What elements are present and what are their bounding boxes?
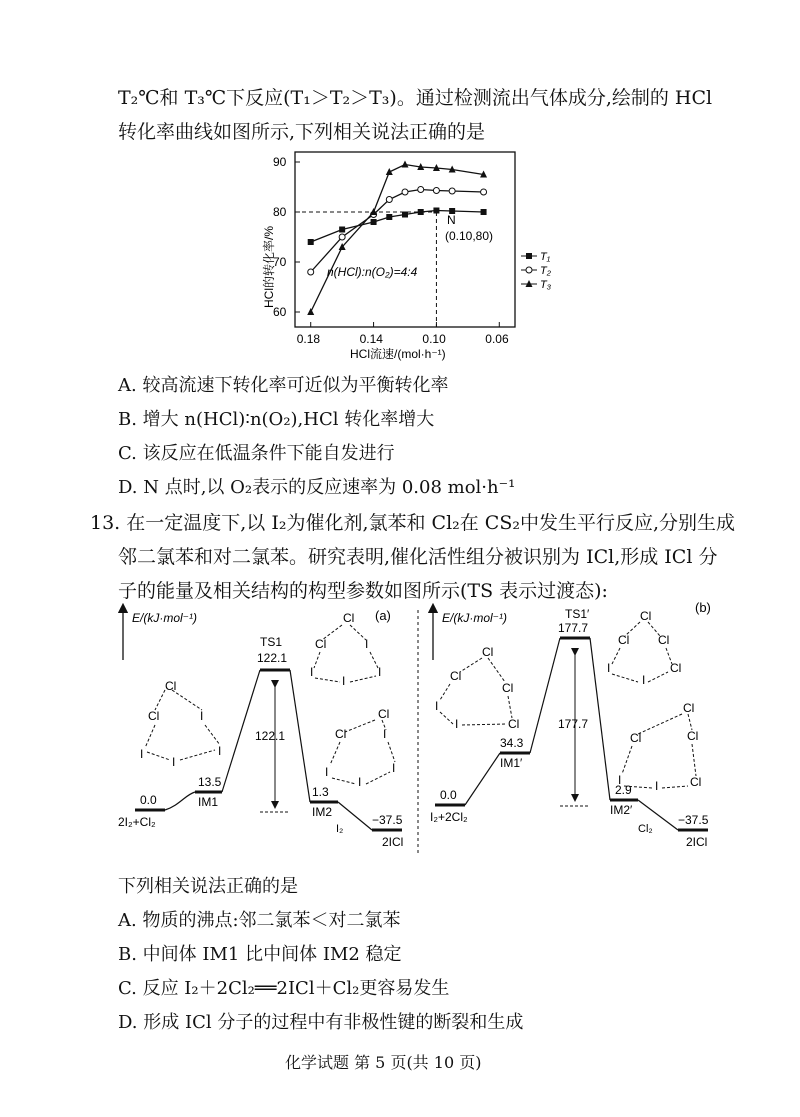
y-axis-label: HCl的转化率/% (262, 225, 276, 308)
svg-text:Cl: Cl (670, 661, 682, 675)
x-tick-label: 0.14 (359, 332, 383, 346)
diagram-b (430, 600, 711, 849)
q12-option-d: D. N 点时,以 O₂表示的反应速率为 0.08 mol·h⁻¹ (118, 477, 516, 498)
svg-text:Cl: Cl (165, 679, 177, 693)
y-tick-label: 70 (273, 255, 287, 269)
svg-text:I: I (392, 761, 396, 775)
svg-text:I: I (378, 665, 382, 679)
series-3-point (307, 308, 314, 315)
structure-a-im2 (325, 707, 395, 789)
series-1-point (308, 239, 314, 245)
svg-text:I: I (218, 744, 222, 758)
series-1-point (418, 209, 424, 215)
svg-text:Cl: Cl (683, 701, 695, 715)
series-2-point (308, 269, 314, 275)
svg-text:I: I (618, 773, 622, 787)
series-1-point (402, 212, 408, 218)
svg-text:Cl: Cl (502, 681, 514, 695)
y-tick-label: 60 (273, 305, 287, 319)
q12-option-b: B. 增大 n(HCl)∶n(O₂),HCl 转化率增大 (118, 409, 435, 430)
series-2-point (418, 187, 424, 193)
svg-text:I: I (140, 747, 144, 761)
y-tick-label: 80 (273, 205, 287, 219)
level-a-2-value: 122.1 (257, 651, 288, 665)
level-a-1-name: IM1 (198, 795, 219, 809)
level-b-3-value: 2.9 (615, 783, 632, 797)
level-a-1-value: 13.5 (198, 775, 222, 789)
structure-b-im2 (618, 701, 701, 793)
q12-intro-line2: 转化率曲线如图所示,下列相关说法正确的是 (118, 121, 486, 143)
series-2-point (402, 189, 408, 195)
q13-line1: 13. 在一定温度下,以 I₂为催化剂,氯苯和 Cl₂在 CS₂中发生平行反应,分别生成 (90, 512, 736, 534)
barrier-a: 122.1 (255, 729, 286, 743)
level-a-4-name: 2ICl (382, 835, 404, 849)
q13-question: 下列相关说法正确的是 (118, 876, 298, 897)
panel-label-a: (a) (375, 608, 391, 623)
level-b-0-value: 0.0 (440, 788, 457, 802)
x-tick-label: 0.18 (296, 332, 321, 346)
energy-axis-label-a: E/(kJ·mol⁻¹) (132, 611, 197, 625)
x-tick-label: 0.06 (485, 332, 509, 346)
series-1-point (481, 209, 487, 215)
level-a-0-value: 0.0 (140, 793, 157, 807)
point-n-label: N (447, 213, 456, 227)
structure-b-ts1 (607, 609, 681, 687)
energy-diagrams (110, 600, 730, 860)
level-b-1-name: IM1′ (500, 756, 523, 770)
level-b-4-name: 2ICl (686, 835, 708, 849)
svg-text:I: I (358, 775, 362, 789)
byproduct-a: I₂ (336, 823, 344, 835)
x-tick-label: 0.10 (422, 332, 446, 346)
svg-text:Cl: Cl (658, 633, 670, 647)
series-1-point (433, 208, 439, 214)
svg-text:Cl: Cl (690, 775, 702, 789)
series-1-point (339, 227, 345, 233)
svg-text:I: I (655, 779, 659, 793)
svg-text:I: I (365, 637, 369, 651)
svg-text:Cl: Cl (450, 669, 462, 683)
q13-line3: 子的能量及相关结构的构型参数如图所示(TS 表示过渡态): (118, 580, 608, 602)
q12-intro-line1: T₂℃和 T₃℃下反应(T₁＞T₂＞T₃)。通过检测流出气体成分,绘制的 HCl (118, 87, 713, 109)
svg-text:I: I (172, 755, 176, 769)
series-1-point (371, 219, 377, 225)
svg-text:Cl: Cl (618, 633, 630, 647)
svg-text:I: I (325, 765, 329, 779)
byproduct-b: Cl₂ (638, 823, 653, 835)
series-1-point (386, 214, 392, 220)
q13-option-d: D. 形成 ICl 分子的过程中有非极性键的断裂和生成 (118, 1012, 524, 1033)
panel-label-b: (b) (695, 600, 711, 615)
q13-option-c: C. 反应 I₂＋2Cl₂══2ICl＋Cl₂更容易发生 (118, 978, 450, 999)
legend-marker (526, 267, 532, 273)
svg-text:Cl: Cl (335, 727, 347, 741)
legend-label: T₃ (540, 279, 552, 291)
level-a-2-name: TS1 (260, 635, 283, 649)
structure-a-ts1 (310, 611, 381, 688)
legend-label: T₂ (540, 265, 551, 277)
svg-text:I: I (642, 673, 646, 687)
level-b-0-name: I₂+2Cl₂ (430, 810, 468, 824)
svg-text:Cl: Cl (687, 729, 699, 743)
y-tick-label: 90 (273, 155, 287, 169)
svg-text:Cl: Cl (482, 645, 494, 659)
svg-text:Cl: Cl (315, 637, 327, 651)
level-b-4-value: −37.5 (678, 813, 709, 827)
q12-option-a: A. 较高流速下转化率可近似为平衡转化率 (118, 375, 449, 396)
svg-text:I: I (310, 665, 314, 679)
svg-text:I: I (342, 674, 346, 688)
energy-axis-label-b: E/(kJ·mol⁻¹) (442, 611, 507, 625)
series-2-point (449, 188, 455, 194)
point-n-coords: (0.10,80) (445, 229, 494, 243)
series-3-point (402, 161, 409, 168)
structure-a-im1 (140, 679, 221, 769)
structure-b-im1 (435, 645, 519, 731)
level-b-2-value: 177.7 (558, 621, 589, 635)
svg-text:Cl: Cl (630, 731, 642, 745)
series-2-point (339, 234, 345, 240)
svg-text:Cl: Cl (148, 709, 160, 723)
level-a-0-name: 2I₂+Cl₂ (118, 815, 156, 829)
svg-text:Cl: Cl (343, 611, 355, 625)
q13-option-b: B. 中间体 IM1 比中间体 IM2 稳定 (118, 944, 402, 965)
page-footer: 化学试题 第 5 页(共 10 页) (285, 1053, 482, 1072)
conversion-chart (255, 148, 555, 363)
q12-option-c: C. 该反应在低温条件下能自发进行 (118, 443, 395, 464)
level-a-3-value: 1.3 (312, 785, 329, 799)
svg-text:Cl: Cl (508, 717, 520, 731)
level-b-3-name: IM2′ (610, 803, 633, 817)
svg-text:Cl: Cl (378, 707, 390, 721)
svg-text:Cl: Cl (640, 609, 652, 623)
series-2-point (433, 188, 439, 194)
diagram-a (118, 608, 403, 849)
ratio-note: n(HCl):n(O₂)=4:4 (327, 265, 418, 279)
legend-label: T₁ (540, 251, 551, 263)
series-2-point (386, 197, 392, 203)
q13-option-a: A. 物质的沸点:邻二氯苯＜对二氯苯 (118, 910, 401, 931)
svg-text:I: I (435, 699, 439, 713)
svg-text:I: I (383, 727, 387, 741)
level-a-4-value: −37.5 (372, 813, 403, 827)
level-b-2-name: TS1′ (565, 607, 590, 621)
svg-text:I: I (200, 709, 204, 723)
level-a-3-name: IM2 (312, 805, 333, 819)
barrier-b: 177.7 (558, 717, 589, 731)
legend-marker (526, 253, 532, 259)
svg-text:I: I (607, 661, 611, 675)
q13-line2: 邻二氯苯和对二氯苯。研究表明,催化活性组分被识别为 ICl,形成 ICl 分 (118, 546, 718, 568)
level-b-1-value: 34.3 (500, 736, 524, 750)
x-axis-label: HCl流速/(mol·h⁻¹) (350, 347, 446, 361)
series-2-point (481, 189, 487, 195)
svg-text:I: I (455, 717, 459, 731)
